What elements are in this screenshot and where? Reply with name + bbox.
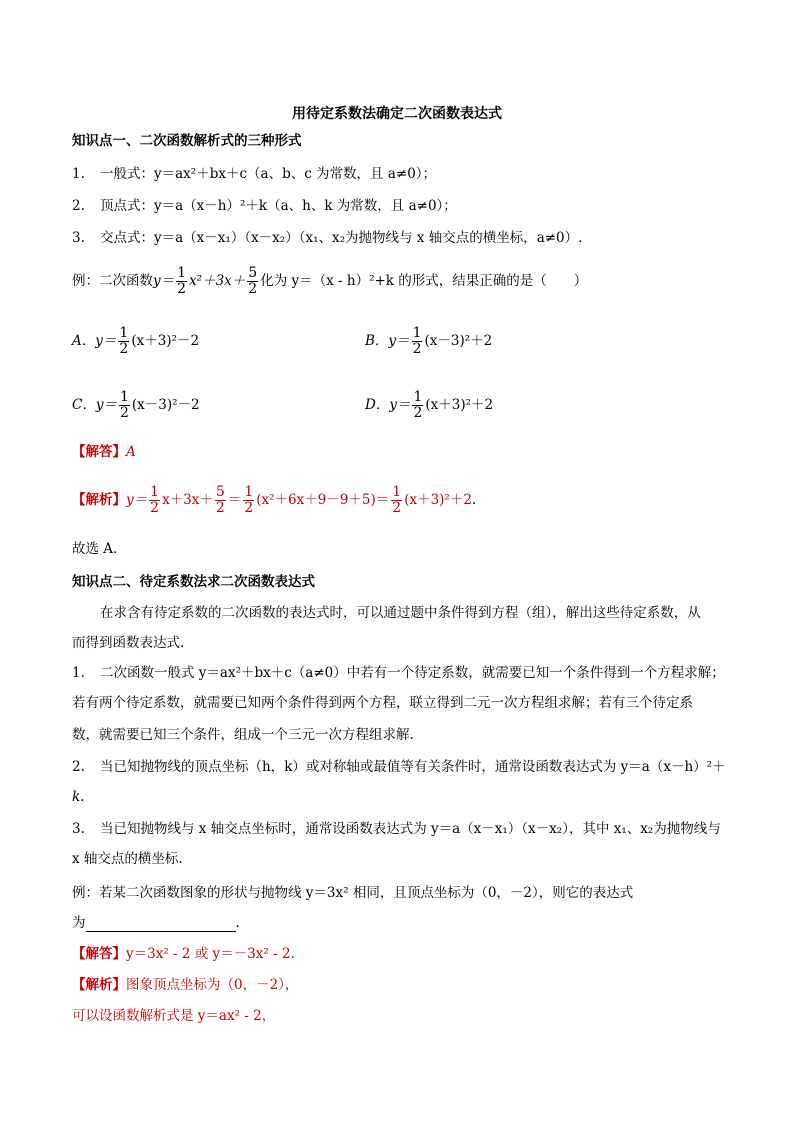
analysis-end: .	[471, 492, 477, 508]
frac-numerator: 1	[244, 484, 254, 500]
fraction-half	[118, 326, 129, 357]
frac-denominator: 2	[119, 405, 129, 421]
option-letter: A．	[72, 333, 96, 349]
section1-heading: 知识点一、二次函数解析式的三种形式	[72, 133, 302, 149]
option-post: (x－3)²－2	[131, 397, 200, 413]
method-item-2-cont: k.	[72, 789, 85, 805]
paragraph-line: 而得到函数表达式.	[72, 635, 185, 651]
frac-denominator: 2	[177, 281, 187, 297]
option-b[interactable]	[365, 326, 492, 357]
example-fn-post: 化为 y＝（x - h）²+k 的形式，结果正确的是（ ）	[260, 273, 588, 289]
analysis-tag: 【解析】	[72, 492, 126, 508]
option-pre: y＝	[389, 397, 411, 413]
fraction-half	[412, 390, 423, 421]
frac-denominator: 2	[215, 500, 225, 516]
item-formula: y＝a（x－h）²＋k（a、h、k 为常数，且 a≠0）；	[154, 198, 457, 214]
frac-denominator: 2	[119, 341, 129, 357]
method-item-2	[72, 758, 726, 776]
fraction-half	[149, 485, 160, 516]
frac-numerator: 5	[215, 484, 225, 500]
option-post: (x＋3)²＋2	[425, 397, 494, 413]
frac-numerator: 1	[119, 389, 129, 405]
method-item-1-cont: 若有两个待定系数，就需要已知两个条件得到两个方程，联立得到二元一次方程组求解；若有三个待定系	[72, 695, 693, 711]
analysis-line-1	[72, 483, 476, 517]
analysis-part: y＝	[126, 492, 148, 508]
analysis-text: 图象顶点坐标为（0，－2），	[126, 977, 299, 993]
frac-denominator: 2	[413, 405, 423, 421]
analysis-tag: 【解析】	[72, 977, 126, 993]
frac-denominator: 2	[248, 281, 258, 297]
page-title: 用待定系数法确定二次函数表达式	[292, 106, 502, 122]
fraction-half	[243, 485, 254, 516]
frac-denominator: 2	[392, 500, 402, 516]
analysis-part: ＝	[227, 492, 242, 508]
fraction-five-halves	[247, 266, 258, 297]
item-text: 当已知抛物线与 x 轴交点坐标时，通常设函数表达式为 y＝a（x－x₁）（x－x₂），其中 x₁、x₂为抛物线与	[100, 821, 721, 837]
fraction-five-halves	[215, 485, 226, 516]
option-post: (x－3)²＋2	[424, 333, 493, 349]
item-formula: y＝ax²＋bx＋c（a、b、c 为常数，且 a≠0）；	[154, 166, 437, 182]
example-end: ．	[235, 915, 249, 931]
option-letter: B．	[365, 333, 389, 349]
method-item-1-cont: 数，就需要已知三个条件，组成一个三元一次方程组求解.	[72, 727, 414, 743]
section2-heading: 知识点二、待定系数法求二次函数表达式	[72, 574, 315, 590]
option-pre: y＝	[95, 333, 117, 349]
item-number: 1.	[72, 665, 85, 681]
conclusion-line: 故选 A．	[72, 541, 127, 557]
paragraph-line: 在求含有待定系数的二次函数的表达式时，可以通过题中条件得到方程（组），解出这些待定系数，从	[100, 605, 701, 621]
form-item-general	[72, 165, 436, 183]
item-label: 交点式：	[100, 230, 154, 246]
frac-numerator: 1	[413, 389, 423, 405]
analysis-part: x＋3x＋	[162, 492, 213, 508]
analysis-part: (x²＋6x＋9－9＋5)＝	[256, 492, 390, 508]
example2-line-1: 例：若某二次函数图象的形状与抛物线 y＝3x² 相同，且顶点坐标为（0，－2），则它的表达式	[72, 885, 634, 901]
frac-denominator: 2	[244, 500, 254, 516]
item-number: 2.	[72, 759, 85, 775]
option-d[interactable]	[365, 390, 493, 421]
item-formula: y＝a（x－x₁）（x－x₂）（x₁、x₂为抛物线与 x 轴交点的横坐标，a≠0）.	[154, 230, 583, 246]
item-label: 一般式：	[100, 166, 154, 182]
frac-numerator: 1	[119, 325, 129, 341]
form-item-vertex	[72, 197, 457, 215]
item-number: 1.	[72, 166, 85, 182]
frac-numerator: 1	[177, 265, 187, 281]
item-number: 2.	[72, 198, 85, 214]
frac-denominator: 2	[412, 341, 422, 357]
option-pre: y＝	[95, 397, 117, 413]
fraction-half	[391, 485, 402, 516]
analysis-line-3: 可以设函数解析式是 y＝ax² - 2，	[72, 1008, 276, 1024]
method-item-3	[72, 820, 721, 838]
answer-line-1	[72, 443, 136, 461]
option-pre: y＝	[388, 333, 410, 349]
analysis-line-2	[72, 976, 298, 994]
frac-denominator: 2	[150, 500, 160, 516]
example2-line-2	[72, 914, 249, 932]
answer-text: y＝3x² - 2 或 y＝－3x² - 2．	[126, 946, 305, 962]
example-fn-mid: x²＋3x＋	[189, 273, 246, 289]
frac-numerator: 1	[392, 484, 402, 500]
item-text: 当已知抛物线的顶点坐标（h，k）或对称轴或最值等有关条件时，通常设函数表达式为 y＝a（x－h）²＋	[100, 759, 726, 775]
method-item-1	[72, 664, 725, 682]
analysis-part: (x＋3)²＋2	[404, 492, 472, 508]
answer-value: A	[126, 444, 136, 460]
fraction-half	[412, 326, 423, 357]
example1-question	[72, 264, 587, 298]
item-label: 顶点式：	[100, 198, 154, 214]
answer-tag: 【解答】	[72, 946, 126, 962]
item-text: 二次函数一般式 y＝ax²＋bx＋c（a≠0）中若有一个待定系数，就需要已知一个条件得到一个方程求解；	[100, 665, 725, 681]
answer-line-2	[72, 945, 304, 963]
answer-blank[interactable]	[86, 917, 236, 932]
item-number: 3.	[72, 821, 85, 837]
form-item-intercept	[72, 229, 582, 247]
option-c[interactable]	[72, 390, 200, 421]
frac-numerator: 5	[248, 265, 258, 281]
example-text: 为	[72, 915, 86, 931]
option-a[interactable]	[72, 326, 199, 357]
item-number: 3.	[72, 230, 85, 246]
method-item-3-cont: x 轴交点的横坐标.	[72, 851, 183, 867]
answer-tag: 【解答】	[72, 444, 126, 460]
example-fn-pre: y＝	[153, 273, 175, 289]
frac-numerator: 1	[150, 484, 160, 500]
frac-numerator: 1	[412, 325, 422, 341]
fraction-half	[119, 390, 130, 421]
option-post: (x＋3)²－2	[131, 333, 200, 349]
fraction-half	[176, 266, 187, 297]
example-intro: 例：二次函数	[72, 273, 153, 289]
option-letter: C．	[72, 397, 96, 413]
option-letter: D．	[365, 397, 390, 413]
